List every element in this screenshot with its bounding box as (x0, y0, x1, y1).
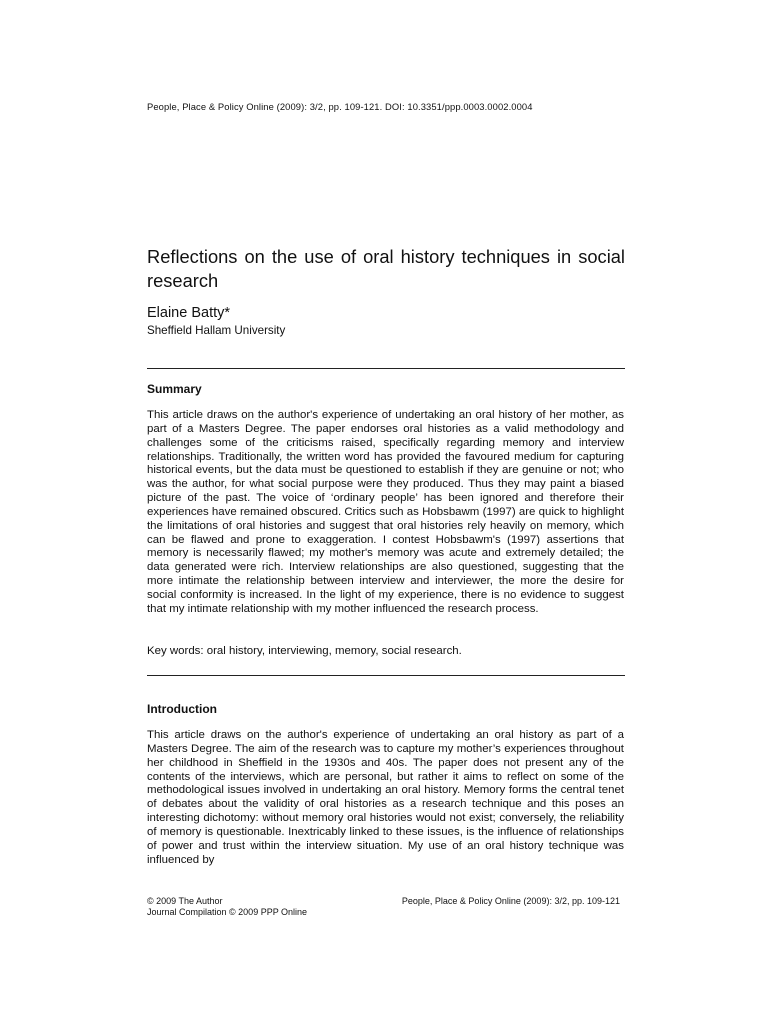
author-name: Elaine Batty* (147, 305, 231, 321)
summary-heading: Summary (147, 382, 202, 396)
article-title: Reflections on the use of oral history techniques in social research (147, 246, 625, 291)
footer-copyright (147, 896, 307, 918)
summary-paragraph: This article draws on the author's experience of undertaking an oral history of her mother, as part of a Masters Degree. The paper endorses oral histories as a valid methodology and challenges some of the criticisms raised, specifically regarding memory and interview relationships. Traditionally, the written word has provided the favoured medium for capturing historical events, but the data must be questioned to establish if they are genuine or not; who was the author, for what social purpose were they produced. Thus they may paint a biased picture of the past. The voice of ‘ordinary people’ has been ignored and therefore their experiences have remained obscured. Critics such as Hobsbawm (1997) are quick to highlight the limitations of oral histories and suggest that oral histories rely heavily on memory, which can be flawed and prone to exaggeration. I contest Hobsbawm's (1997) assertions that memory is necessarily flawed; my mother's memory was acute and extremely detailed; the data generated were rich. Interview relationships are also questioned, suggesting that the more intimate the relationship between interview and interviewer, the more the desire for social conformity is increased. In the light of my experience, there is no evidence to suggest that my intimate relationship with my mother influenced the research process. (147, 409, 624, 615)
running-head: People, Place & Policy Online (2009): 3/2, pp. 109-121. DOI: 10.3351/ppp.0003.0002.0004 (147, 101, 533, 112)
introduction-heading: Introduction (147, 702, 217, 716)
author-affiliation: Sheffield Hallam University (147, 324, 286, 337)
copyright-line: © 2009 The Author (147, 896, 223, 906)
keywords: Key words: oral history, interviewing, memory, social research. (147, 645, 462, 657)
divider-top (147, 368, 625, 369)
compilation-line: Journal Compilation © 2009 PPP Online (147, 907, 308, 917)
introduction-paragraph: This article draws on the author's experience of undertaking an oral history as part of a Masters Degree. The aim of the research was to capture my mother’s experiences throughout her childhood in Sheffield in the 1930s and 40s. The paper does not present any of the contents of the interviews, which are personal, but rather it aims to reflect on some of the methodological issues involved in undertaking an oral history. Memory forms the central tenet of debates about the validity of oral histories as a research technique and this poses an interesting dichotomy: without memory oral histories would not exist; conversely, the reliability of memory is questionable. Inextricably linked to these issues, is the influence of relationships of power and trust within the interview situation. My use of an oral history technique was influenced by (147, 729, 624, 866)
footer-citation: People, Place & Policy Online (2009): 3/2, pp. 109-121 (401, 896, 620, 906)
divider-bottom (147, 675, 625, 676)
